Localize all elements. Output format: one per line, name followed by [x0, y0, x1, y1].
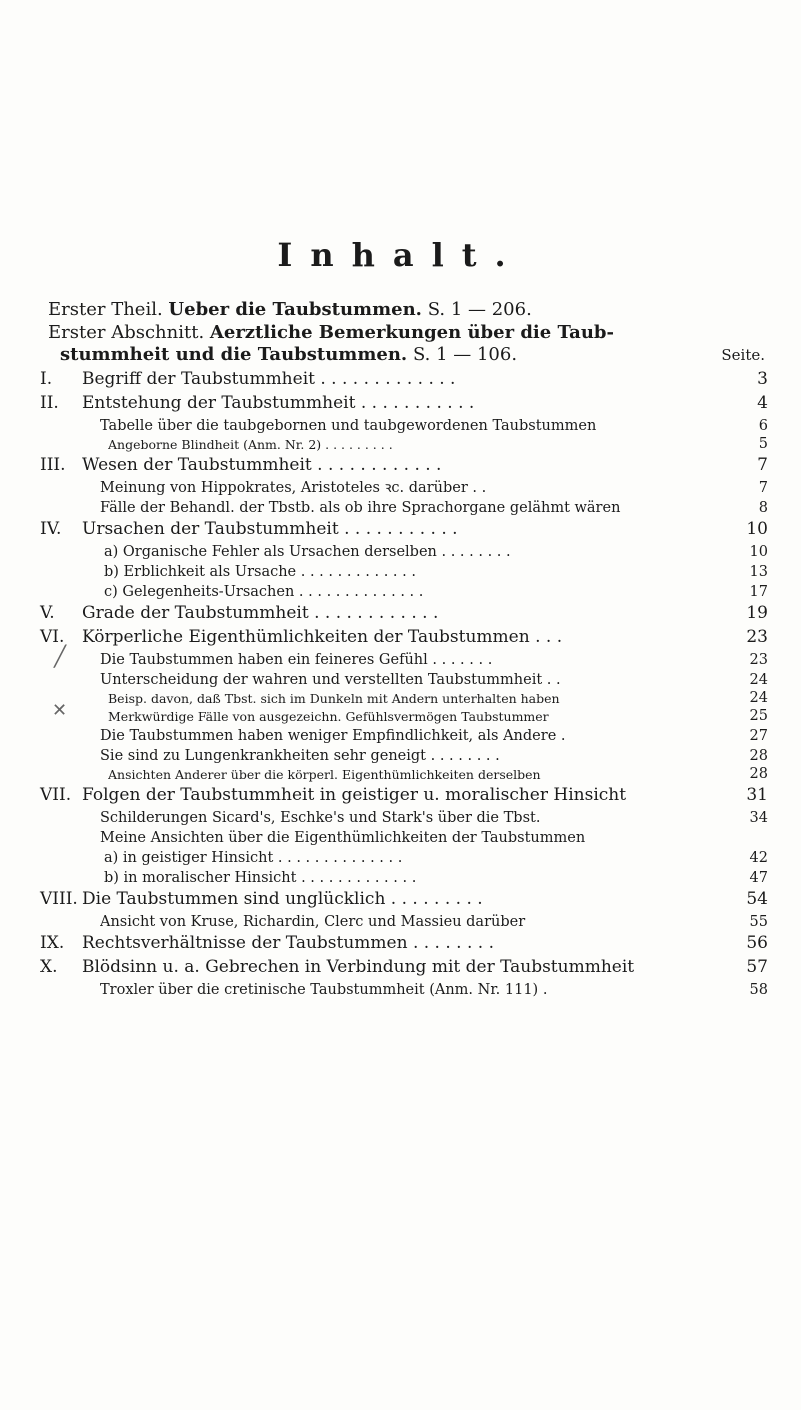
- toc-row-number: X.: [40, 957, 58, 977]
- toc-row-page: 54: [746, 889, 768, 909]
- toc-row: [40, 808, 770, 828]
- page-column-label: Seite.: [721, 346, 765, 364]
- toc-row-page: 28: [749, 766, 768, 782]
- part-pages: S. 1 — 206.: [427, 299, 532, 320]
- toc-row-text: Meinung von Hippokrates, Aristoteles ꝛc. darüber . .: [100, 480, 487, 496]
- toc-row-text: Troxler über die cretinische Taubstummheit (Anm. Nr. 111) .: [100, 982, 548, 998]
- toc-row-page: 3: [757, 369, 768, 389]
- toc-row-number: VI.: [40, 627, 65, 647]
- section-pages: S. 1 — 106.: [412, 344, 518, 365]
- toc-row-number: IX.: [40, 933, 65, 953]
- toc-row: [40, 932, 770, 956]
- toc-row-page: 23: [746, 627, 768, 647]
- toc-row-page: 24: [749, 690, 768, 706]
- toc-row: [40, 746, 770, 766]
- toc-row-page: 31: [746, 785, 768, 805]
- toc-row-number: II.: [40, 393, 59, 413]
- toc-row-text: a) Organische Fehler als Ursachen derselben . . . . . . . .: [104, 544, 511, 560]
- toc-row: [40, 784, 770, 808]
- section-heading: [48, 322, 768, 344]
- toc-row-page: 47: [749, 870, 768, 886]
- toc-row: [40, 912, 770, 932]
- toc-row: [40, 582, 770, 602]
- toc-row-page: 10: [749, 544, 768, 560]
- toc-row-page: 17: [749, 584, 768, 600]
- section-label: Erster Abschnitt.: [48, 322, 205, 343]
- toc-row: [40, 980, 770, 1000]
- toc-row-text: Blödsinn u. a. Gebrechen in Verbindung mit der Taubstummheit: [82, 957, 635, 977]
- toc-row-text: Grade der Taubstummheit . . . . . . . . . . . .: [82, 603, 439, 623]
- toc-row-text: Die Taubstummen haben weniger Empfindlichkeit, als Andere .: [100, 728, 566, 744]
- toc-row-page: 25: [749, 708, 768, 724]
- toc-row-text: Sie sind zu Lungenkrankheiten sehr geneigt . . . . . . . .: [100, 748, 500, 764]
- toc-row-text: a) in geistiger Hinsicht . . . . . . . . . . . . . .: [104, 850, 403, 866]
- toc-row-number: III.: [40, 455, 66, 475]
- toc-row: [40, 766, 770, 784]
- toc-row-text: Ursachen der Taubstummheit . . . . . . . . . . .: [82, 519, 458, 539]
- toc-row-text: Körperliche Eigenthümlichkeiten der Taubstummen . . .: [82, 627, 563, 647]
- toc-row: [40, 602, 770, 626]
- toc-row: [40, 542, 770, 562]
- toc-row-page: 58: [749, 982, 768, 998]
- pencil-mark: ╱: [54, 644, 67, 668]
- toc-row-text: Merkwürdige Fälle von ausgezeichn. Gefühlsvermögen Taubstummer: [108, 709, 549, 724]
- toc-row: [40, 436, 770, 454]
- toc-row: [40, 848, 770, 868]
- page-title: Inhalt.: [277, 236, 524, 274]
- toc-row-text: Meine Ansichten über die Eigenthümlichkeiten der Taubstummen: [100, 830, 586, 846]
- toc-row-page: 4: [757, 393, 768, 413]
- toc-row-text: Begriff der Taubstummheit . . . . . . . . . . . . .: [82, 369, 456, 389]
- toc-row: [40, 562, 770, 582]
- toc-row-text: Die Taubstummen haben ein feineres Gefühl . . . . . . .: [100, 652, 493, 668]
- toc-row-page: 13: [749, 564, 768, 580]
- toc-row: [40, 518, 770, 542]
- toc-row-text: Schilderungen Sicard's, Eschke's und Stark's über die Tbst.: [100, 810, 541, 826]
- toc-row: [40, 690, 770, 708]
- section-title-line1: Aerztliche Bemerkungen über die Taub-: [209, 322, 614, 343]
- toc-row-text: Entstehung der Taubstummheit . . . . . . . . . . .: [82, 393, 475, 413]
- part-label: Erster Theil.: [48, 299, 163, 320]
- toc-row-page: 7: [757, 455, 768, 475]
- toc-row-page: 57: [746, 957, 768, 977]
- toc-row-page: 19: [746, 603, 768, 623]
- toc-row-text: Folgen der Taubstummheit in geistiger u. moralischer Hinsicht: [82, 785, 627, 805]
- toc-row-text: Tabelle über die taubgebornen und taubgewordenen Taubstummen: [100, 418, 597, 434]
- toc-row: [40, 368, 770, 392]
- toc-row-page: 55: [749, 914, 768, 930]
- toc-row: [40, 454, 770, 478]
- toc-row: [40, 650, 770, 670]
- toc-row-text: Ansichten Anderer über die körperl. Eigenthümlichkeiten derselben: [108, 767, 541, 782]
- toc-row-text: Wesen der Taubstummheit . . . . . . . . . . . .: [82, 455, 442, 475]
- toc-row: [40, 956, 770, 980]
- toc-row-text: b) Erblichkeit als Ursache . . . . . . . . . . . . .: [104, 564, 416, 580]
- toc-row-text: c) Gelegenheits-Ursachen . . . . . . . . . . . . . .: [104, 584, 424, 600]
- toc-row-text: Unterscheidung der wahren und verstellten Taubstummheit . .: [100, 672, 561, 688]
- toc-row: [40, 670, 770, 690]
- toc-row-text: Die Taubstummen sind unglücklich . . . . . . . . .: [82, 889, 483, 909]
- part-title: Ueber die Taubstummen.: [168, 299, 422, 320]
- toc-row-page: 8: [758, 500, 768, 516]
- table-of-contents: [40, 368, 770, 1000]
- toc-row-number: IV.: [40, 519, 62, 539]
- toc-row-number: VII.: [40, 785, 72, 805]
- section-heading-cont: [60, 344, 780, 366]
- toc-row-page: 6: [758, 418, 768, 434]
- toc-row-page: 34: [749, 810, 768, 826]
- toc-row-text: Rechtsverhältnisse der Taubstummen . . . . . . . .: [82, 933, 495, 953]
- toc-row-page: 28: [749, 748, 768, 764]
- toc-row: [40, 726, 770, 746]
- toc-row: [40, 478, 770, 498]
- toc-row-page: 10: [746, 519, 768, 539]
- toc-row-text: Fälle der Behandl. der Tbstb. als ob ihre Sprachorgane gelähmt wären: [100, 500, 621, 516]
- section-title-line2: stummheit und die Taubstummen.: [60, 344, 408, 365]
- toc-row-page: 7: [758, 480, 768, 496]
- toc-row-text: Beisp. davon, daß Tbst. sich im Dunkeln mit Andern unterhalten haben: [108, 691, 560, 706]
- toc-row: [40, 708, 770, 726]
- toc-row-number: VIII.: [40, 889, 78, 909]
- pencil-mark: ✕: [52, 700, 68, 721]
- toc-row-page: 24: [749, 672, 768, 688]
- toc-row-number: V.: [40, 603, 55, 623]
- toc-row-text: b) in moralischer Hinsicht . . . . . . . . . . . . .: [104, 870, 417, 886]
- part-heading: [48, 299, 768, 321]
- toc-row: [40, 868, 770, 888]
- toc-row-text: Angeborne Blindheit (Anm. Nr. 2) . . . . . . . . .: [108, 437, 393, 452]
- toc-row: [40, 626, 770, 650]
- toc-row-page: 5: [758, 436, 768, 452]
- toc-row: [40, 392, 770, 416]
- toc-row-page: 23: [749, 652, 768, 668]
- toc-row-page: 42: [749, 850, 768, 866]
- toc-row-number: I.: [40, 369, 53, 389]
- toc-row-page: 56: [746, 933, 768, 953]
- toc-row-text: Ansicht von Kruse, Richardin, Clerc und Massieu darüber: [100, 914, 526, 930]
- toc-row: [40, 828, 770, 848]
- toc-row: [40, 498, 770, 518]
- toc-row: [40, 416, 770, 436]
- toc-row-page: 27: [749, 728, 768, 744]
- toc-row: [40, 888, 770, 912]
